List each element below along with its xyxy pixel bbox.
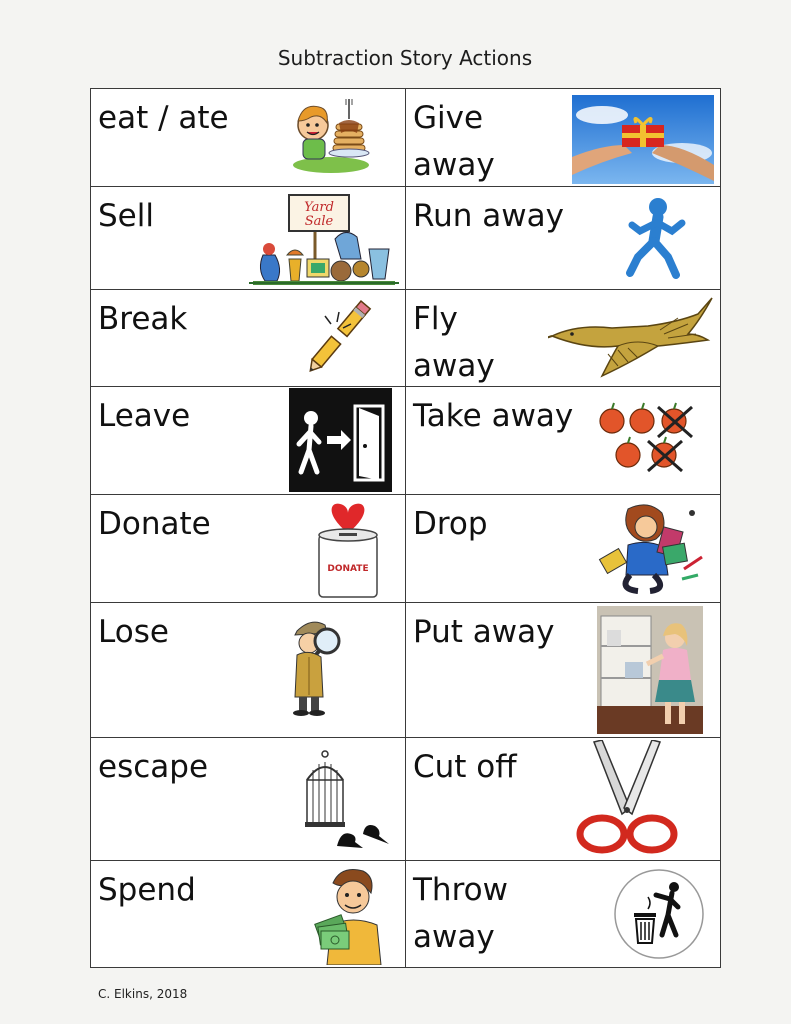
cell-drop — [406, 495, 721, 603]
action-label: Spend — [98, 872, 196, 908]
girl-cupboard-icon — [597, 606, 703, 734]
action-label: Throw away — [413, 872, 508, 955]
cell-fly-away — [406, 290, 721, 387]
action-label: Run away — [413, 198, 564, 234]
sign-text: Sale — [304, 214, 334, 229]
cell-escape — [91, 738, 406, 861]
yard-sale-icon — [249, 189, 399, 287]
action-label: Take away — [413, 398, 574, 434]
donate-box-text: DONATE — [327, 564, 369, 574]
cell-put-away — [406, 603, 721, 738]
cell-give-away — [406, 89, 721, 187]
cell-sell — [91, 187, 406, 290]
flying-bird-icon — [548, 294, 716, 380]
crossed-apples-icon — [594, 391, 704, 481]
action-label: Cut off — [413, 749, 517, 785]
page-title: Subtraction Story Actions — [277, 46, 533, 70]
sign-text: Yard — [304, 200, 334, 215]
table-row — [91, 738, 721, 861]
footer-credit: C. Elkins, 2018 — [98, 987, 188, 1001]
table-row — [91, 603, 721, 738]
action-label: Put away — [413, 614, 555, 650]
cell-break — [91, 290, 406, 387]
cell-donate — [91, 495, 406, 603]
bird-cage-icon — [301, 750, 391, 850]
cell-spend — [91, 861, 406, 968]
action-label: Sell — [98, 198, 154, 234]
table-row — [91, 89, 721, 187]
trash-bin-icon — [612, 867, 706, 961]
gift-hands-icon — [572, 95, 714, 184]
table-row — [91, 861, 721, 968]
cell-run-away — [406, 187, 721, 290]
cell-lose — [91, 603, 406, 738]
action-label: Drop — [413, 506, 488, 542]
table-row — [91, 290, 721, 387]
cell-leave — [91, 387, 406, 495]
cell-throw-away — [406, 861, 721, 968]
broken-pencil-icon — [295, 294, 385, 380]
action-label: Donate — [98, 506, 211, 542]
action-label: Lose — [98, 614, 169, 650]
cell-cut-off — [406, 738, 721, 861]
scissors-icon — [572, 740, 682, 856]
donation-box-icon — [313, 497, 383, 601]
pancakes-icon — [291, 95, 371, 175]
cell-eat — [91, 89, 406, 187]
action-label: Give away — [413, 100, 495, 183]
boy-money-icon — [311, 865, 391, 965]
action-label: Break — [98, 301, 188, 337]
action-label: eat / ate — [98, 100, 229, 136]
dropping-books-icon — [598, 499, 710, 595]
table-row — [91, 387, 721, 495]
action-label: Leave — [98, 398, 191, 434]
action-label: Fly away — [413, 301, 495, 384]
cell-take-away — [406, 387, 721, 495]
table-row — [91, 495, 721, 603]
detective-magnifier-icon — [287, 611, 347, 719]
actions-table — [90, 88, 721, 968]
action-label: escape — [98, 749, 209, 785]
exit-door-icon — [289, 388, 392, 492]
running-figure-icon — [624, 195, 694, 279]
table-row — [91, 187, 721, 290]
